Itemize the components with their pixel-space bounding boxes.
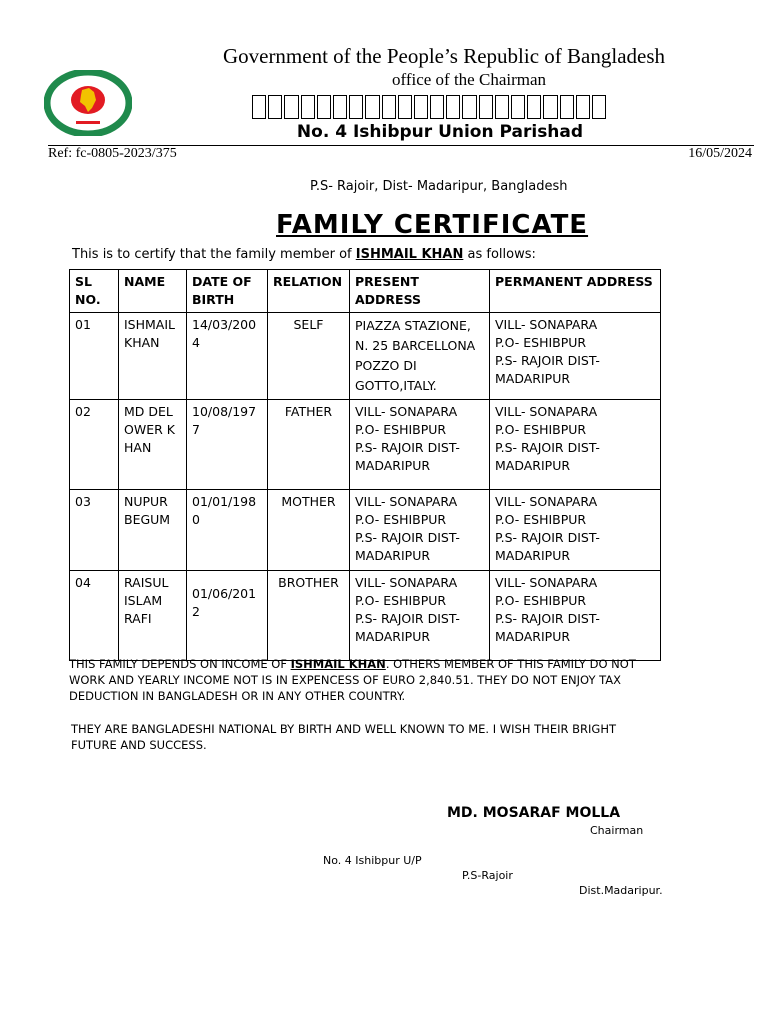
cell-permanent-address: VILL- SONAPARA P.O- ESHIBPUR P.S- RAJOIR DIST- MADARIPUR — [490, 313, 661, 400]
intro-suffix: as follows: — [463, 247, 536, 262]
cell-sl: 03 — [70, 490, 119, 571]
union-parishad-title: No. 4 Ishibpur Union Parishad — [296, 122, 584, 142]
cell-dob: 01/06/2012 — [187, 571, 268, 661]
header-permanent-address: PERMANENT ADDRESS — [490, 270, 661, 313]
header-name: NAME — [119, 270, 187, 313]
table-row — [70, 313, 661, 400]
dependency-name: ISHMAIL KHAN — [290, 657, 386, 671]
intro-prefix: This is to certify that the family member of — [72, 247, 356, 262]
cell-permanent-address: VILL- SONAPARA P.O- ESHIBPUR P.S- RAJOIR DIST- MADARIPUR — [490, 571, 661, 661]
certificate-intro — [72, 247, 536, 262]
header-relation: RELATION — [268, 270, 350, 313]
dependency-prefix: THIS FAMILY DEPENDS ON INCOME OF — [69, 657, 291, 671]
cell-permanent-address: VILL- SONAPARA P.O- ESHIBPUR P.S- RAJOIR DIST- MADARIPUR — [490, 490, 661, 571]
issue-date: 16/05/2024 — [688, 146, 752, 161]
government-title: Government of the People’s Republic of Bangladesh — [222, 44, 666, 68]
header-sl: SL NO. — [70, 270, 119, 313]
table-header-row — [70, 270, 661, 313]
cell-name: RAISUL ISLAM RAFI — [119, 571, 187, 661]
cell-relation: FATHER — [268, 400, 350, 490]
nationality-paragraph: THEY ARE BANGLADESHI NATIONAL BY BIRTH AND WELL KNOWN TO ME. I WISH THEIR BRIGHT FUTURE AND SUCCESS. — [71, 722, 616, 752]
cell-present-address: PIAZZA STAZIONE, N. 25 BARCELLONA POZZO DI GOTTO,ITALY. — [350, 313, 490, 400]
intro-member-name: ISHMAIL KHAN — [355, 247, 464, 262]
office-title: office of the Chairman — [391, 70, 547, 89]
cell-present-address: VILL- SONAPARA P.O- ESHIBPUR P.S- RAJOIR DIST- MADARIPUR — [350, 571, 490, 661]
cell-name: ISHMAIL KHAN — [119, 313, 187, 400]
cell-relation: BROTHER — [268, 571, 350, 661]
cell-sl: 02 — [70, 400, 119, 490]
table-row — [70, 571, 661, 661]
header-present-address: PRESENT ADDRESS — [350, 270, 490, 313]
cell-present-address: VILL- SONAPARA P.O- ESHIBPUR P.S- RAJOIR DIST- MADARIPUR — [350, 400, 490, 490]
cell-name: MD DELOWER KHAN — [119, 400, 187, 490]
signatory-police-station: P.S-Rajoir — [462, 869, 513, 882]
cell-dob: 10/08/1977 — [187, 400, 268, 490]
bengali-text-placeholder-boxes — [252, 95, 606, 119]
cell-sl: 04 — [70, 571, 119, 661]
signatory-union: No. 4 Ishibpur U/P — [323, 854, 422, 867]
address-line: P.S- Rajoir, Dist- Madaripur, Bangladesh — [310, 179, 568, 194]
cell-relation: MOTHER — [268, 490, 350, 571]
cell-name: NUPUR BEGUM — [119, 490, 187, 571]
reference-number: Ref: fc-0805-2023/375 — [48, 146, 177, 161]
cell-present-address: VILL- SONAPARA P.O- ESHIBPUR P.S- RAJOIR DIST- MADARIPUR — [350, 490, 490, 571]
signatory-district: Dist.Madaripur. — [579, 884, 663, 897]
cell-relation: SELF — [268, 313, 350, 400]
header-dob: DATE OF BIRTH — [187, 270, 268, 313]
cell-dob: 14/03/2004 — [187, 313, 268, 400]
table-row — [70, 490, 661, 571]
certificate-title: FAMILY CERTIFICATE — [276, 210, 589, 240]
table-row — [70, 400, 661, 490]
cell-dob: 01/01/1980 — [187, 490, 268, 571]
cell-permanent-address: VILL- SONAPARA P.O- ESHIBPUR P.S- RAJOIR DIST- MADARIPUR — [490, 400, 661, 490]
cell-sl: 01 — [70, 313, 119, 400]
signatory-title: Chairman — [590, 824, 644, 837]
family-members-table — [69, 269, 661, 661]
dependency-suffix: . OTHERS MEMBER OF THIS FAMILY DO NOT WORK AND YEARLY INCOME NOT IS IN EXPENCESS OF EURO 2,840.51. THEY DO NOT ENJOY TAX DEDUCTION IN BANGLADESH OR IN ANY OTHER COUNTRY. — [69, 657, 636, 703]
signatory-name: MD. MOSARAF MOLLA — [447, 805, 621, 821]
income-dependency-paragraph — [69, 656, 659, 704]
